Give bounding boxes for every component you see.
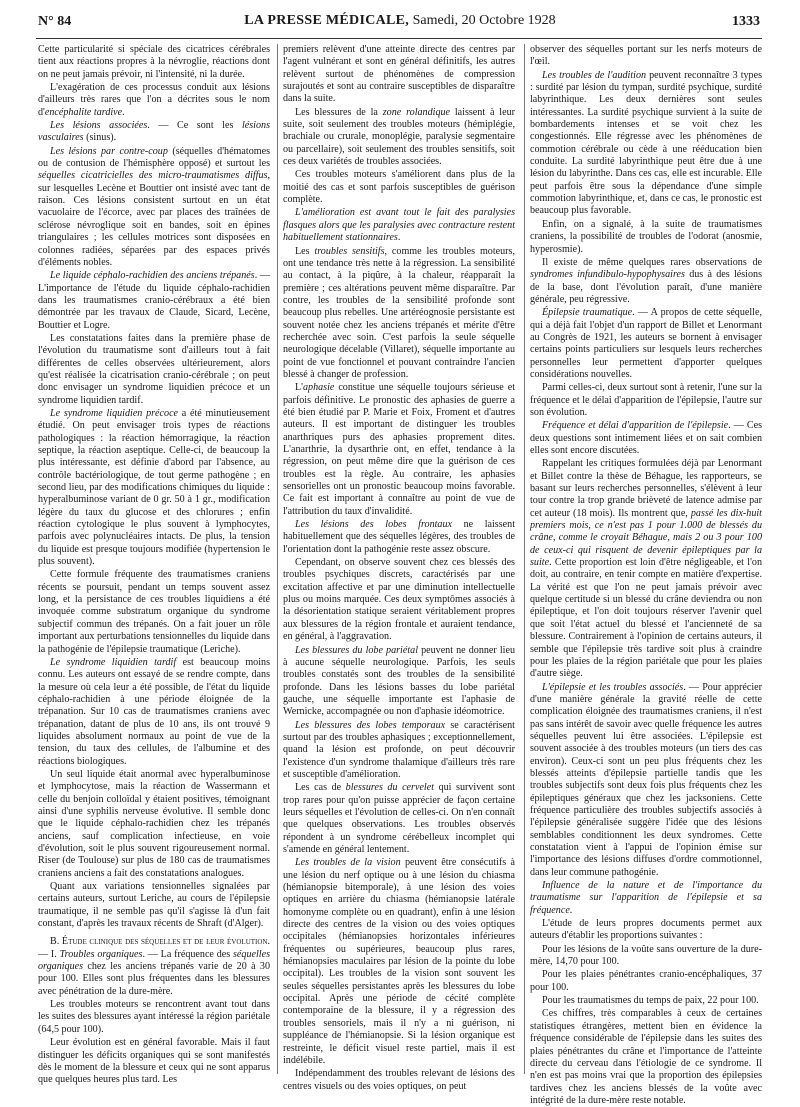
paragraph: Les blessures du lobe pariétal peuvent ne donner lieu à aucune séquelle neurologique. Parfois, les seuls troubles constatés sont des troubles de la sensibilité profonde. Dans les lésions basses du lobe pariétal gauche, une séquelle importante est l'aphasie de Wernicke, accompagnée ou non d'aphasie idéomotrice. [283,644,515,718]
column-divider [524,44,525,1074]
issue-date: Samedi, 20 Octobre 1928 [412,13,556,28]
paragraph: Cette formule fréquente des traumatismes craniens récents se poursuit, pendant un temps souvent assez long, et la persistance de ces troubles liquidiens a été invoquée comme substratum organique du syndrome subjectif commun des trépanés. On a fait jouer un rôle important aux perturbations tensionnelles du liquide dans la pathogénie de l'épilepsie traumatique (Leriche). [38,569,270,655]
paragraph: Parmi celles-ci, deux surtout sont à retenir, l'une sur la fréquence et le délai d'apparition de l'épilepsie, l'autre sur son évolution. [530,382,762,418]
paragraph: L'exagération de ces processus conduit aux lésions d'ailleurs très rares que l'on a décrites sous le nom d'encéphalite tardive. [38,82,270,118]
paragraph: Les blessures de la zone rolandique laissent à leur suite, soit seulement des troubles moteurs (hémiplégie, brachiale ou crurale, monoplégie, paralysie segmentaire ou parcellaire), soit seulement des troubles sensitifs, soit ces deux variétés de troubles associées. [283,106,515,168]
page-header [0,0,800,36]
text-column-middle [283,44,515,1092]
paragraph: Enfin, on a signalé, à la suite de traumatismes craniens, la possibilité de troubles de l'odorat (anosmie, hyperosmie). [530,218,762,255]
paragraph: Les constatations faites dans la première phase de l'évolution du traumatisme sont d'ailleurs tout à fait différentes de celles observées ultérieurement, alors qu'est réalisée la cicatrisation cranio-cérébrale ; on peut donc envisager un syndrome liquidien précoce et un syndrome liquidien tardif. [38,332,270,406]
paragraph: Le syndrome liquidien précoce a été minutieusement étudié. On peut envisager trois types de réactions pathologiques : la réaction hémorragique, la réaction septique, la réaction aseptique. Celle-ci, de beaucoup la plus intéressante, est définie d'abord par l'absence, au contrôle bactériologique, de tout germe pathogène ; en second lieu, par des modifications chimiques du liquide : hyperalbuminose variant de 0 gr. 50 à 1 gr., modification légère du taux du glucose et des chlorures ; enfin réaction cytologique le plus souvent à lymphocytes, parfois avec polynucléaires intacts. De plus, la tension du liquide est presque toujours modifiée (hypertension le plus souvent). [38,407,270,568]
text-column-left [38,44,271,1086]
journal-name: LA PRESSE MÉDICALE, [244,13,410,28]
paragraph: observer des séquelles portant sur les nerfs moteurs de l'œil. [530,44,762,68]
paragraph: Il existe de même quelques rares observations de syndromes infundibulo-hypophysaires dus à des lésions de la base, dont l'évolution paraît, d'une manière générale, peu régressive. [530,256,762,305]
running-title [0,13,800,29]
paragraph: Indépendamment des troubles relevant de lésions des centres visuels ou des voies optiques, on peut [283,1068,515,1092]
column-divider [277,44,278,1074]
paragraph: Ces troubles moteurs s'améliorent dans plus de la moitié des cas et sont parfois susceptibles de guérison complète. [283,169,515,206]
paragraph: Ces chiffres, très comparables à ceux de certaines statistiques étrangères, mettent bien en évidence la fréquence considérable de l'épilepsie dans les suites des plaies pénétrantes du crâne et l'importance de l'atteinte directe du cerveau dans l'étiologie de ce syndrome. Il n'en est pas moins vrai que la proportion des épilepsies tardives chez les anciens blessés de la voûte avec intégrité de la dure-mère reste notable. [530,1008,762,1106]
paragraph: Influence de la nature et de l'importance du traumatisme sur l'apparition de l'épilepsie et sa fréquence. [530,880,762,916]
paragraph: Le syndrome liquidien tardif est beaucoup moins connu. Les auteurs ont essayé de se rendre compte, dans la mesure où cela leur a été possible, de l'état du liquide céphalo-rachidien à une période éloignée de la trépanation. Sur 10 cas de traumatismes craniens avec trépanation, datant de plus de 10 ans, ils ont trouvé 9 liquides absolument normaux au point de vue de la tension, du taux des cellules, de l'albumine et des réactions biologiques. [38,656,270,767]
paragraph: Quant aux variations tensionnelles signalées par certains auteurs, surtout Leriche, au cours de l'épilepsie traumatique, il ne semble pas qu'il s'agisse là d'un fait constant, d'après les travaux récents de Shraft (d'Alger). [38,881,270,930]
paragraph: B. Étude clinique des séquelles et de leur évolution. — I. Troubles organiques. — La fréquence des séquelles organiques chez les anciens trépanés varie de 20 à 30 pour 100. Elles sont plus fréquentes dans les blessures avec pénétration de la dure-mère. [38,936,271,997]
paragraph: L'amélioration est avant tout le fait des paralysies flasques alors que les paralysies avec contracture restent habituellement stationnaires. [283,207,515,244]
text-column-right [530,44,763,1106]
paragraph: Un seul liquide était anormal avec hyperalbuminose et lymphocytose, mais la réaction de Wassermann et celle du benjoin colloïdal y étaient positives, témoignant ainsi d'une syphilis nerveuse évolutive. Il semble donc que le liquide céphalo-rachidien chez les trépanés anciens, sauf complication infectieuse, en voie d'évolution, soit le plus souvent rigoureusement normal. Riser (de Toulouse) sur plus de 180 cas de traumatismes craniens anciens a fait des constatations analogues. [38,768,270,879]
paragraph: Le liquide céphalo-rachidien des anciens trépanés. — L'importance de l'étude du liquide céphalo-rachidien dans les traumatismes cranio-cérébraux a été bien démontrée par les travaux de Claude, Sicard, Lecène, Bouttier et Logre. [38,270,271,331]
paragraph: Les lésions des lobes frontaux ne laissent habituellement que des séquelles légères, des troubles de l'orientation dont la pathogénie reste assez obscure. [283,519,515,555]
paragraph: Les cas de blessures du cervelet qui survivent sont trop rares pour qu'on puisse apprécier de façon certaine leurs séquelles et l'évolution de celles-ci. On n'en connaît que quelques observations. Les troubles observés répondent à un syndrome cérébelleux incomplet qui s'amende en général lentement. [283,782,515,855]
paragraph: L'épilepsie et les troubles associés. — Pour apprécier d'une manière générale la gravité réelle de cette complication éloignée des traumatismes craniens, il n'est pas sans intérêt de savoir avec quelle fréquence les autres séquelles peuvent lui être associées. L'épilepsie est souvent associée à des troubles moteurs (un tiers des cas environ). Ceux-ci sont un peu plus fréquents chez les blessés atteints d'épilepsie partielle tandis que les troubles subjectifs sont deux fois plus fréquents chez les épileptiques généraux que chez les jacksoniens. Cette fréquence particulière des troubles subjectifs associés à l'épilepsie généralisée suggère l'idée que des lésions semblables conditionnent les deux syndromes. Cette constatation vient à l'appui de l'opinion émise sur l'importance des lésions diffuses d'ordre commotionnel, dans leur commune pathogénie. [530,681,762,878]
paragraph: Pour les traumatismes du temps de paix, 22 pour 100. [542,995,759,1007]
paragraph: Cette particularité si spéciale des cicatrices cérébrales tient aux réactions propres à la névroglie, réactions dont on ne peut jamais prévoir, ni l'intensité, ni la durée. [38,44,270,80]
paragraph: Épilepsie traumatique. — A propos de cette séquelle, qui a déjà fait l'objet d'un rapport de Billet et Lenormant au Congrès de 1921, les auteurs se bornent à envisager certains points particuliers sur lesquels leurs recherches personnelles leur permettent d'apporter quelques considérations nouvelles. [530,307,762,380]
paragraph: Pour les lésions de la voûte sans ouverture de la dure-mère, 14,70 pour 100. [530,943,762,968]
paragraph: Cependant, on observe souvent chez ces blessés des troubles psychiques discrets, caractérisés par une excitation affective et par une diminution intellectuelle plus ou moins marquée. Ces deux symptômes associés à la désorientation statique seraient véritablement propres aux blessures de la région frontale et auraient tendance, en général, à l'aggravation. [283,557,515,643]
issue-number: N° 84 [38,14,72,29]
paragraph: Les blessures des lobes temporaux se caractérisent surtout par des troubles aphasiques ; exceptionnellement, quand la lésion est profonde, on peut découvrir l'existence d'un syndrome thalamique d'ailleurs très rare et susceptible d'amélioration. [283,719,515,780]
paragraph: Les lésions associées. — Ce sont les lésions vasculaires (sinus). [38,120,270,144]
paragraph: Les troubles de la vision peuvent être consécutifs à une lésion du nerf optique ou à une lésion du chiasma (hémianopsie bitemporale), à une lésion des voies optiques en arrière du chiasma (hémianopsie latérale homonyme complète ou en quadrant), enfin à une lésion directe des centres de la vision ou des voies optiques occipitales (hémianopsies horizontales inférieures fréquentes ou supérieures, beaucoup plus rares, hémianopsies maculaires par lésion de la pointe du lobe occipital). Les troubles de la vision sont souvent les seules séquelles persistantes après les blessures du lobe occipital. Après une période de cécité complète contemporaine de la blessure, il y a régression des troubles sensoriels, mais il n'y a ni guérison, ni suppléance de l'hémianopsie. Si la lésion organique est restreinte, le déficit visuel reste partiel, mais il est indélébile. [283,857,515,1066]
paragraph: Fréquence et délai d'apparition de l'épilepsie. — Ces deux questions sont intimement liées et on sait combien elles sont encore discutées. [530,420,763,456]
paragraph: L'étude de leurs propres documents permet aux auteurs d'établir les proportions suivantes : [530,918,762,942]
paragraph: Rappelant les critiques formulées déjà par Lenormant et Billet contre la thèse de Béhague, les rapporteurs, se basant sur leurs recherches personnelles, s'élèvent à leur tour contre la trop grande brièveté de latence admise par cet auteur (18 mois). Ils montrent que, passé les dix-huit premiers mois, ce n'est pas 1 pour 1.000 de blessés du crâne, comme le croyait Béhague, mais 2 ou 3 pour 100 de ceux-ci qui risquent de devenir épileptiques par la suite. Cette proportion est loin d'être négligeable, et l'on doit, au contraire, en tenir compte en matière d'expertise. La vérité est que l'on ne peut jamais prévoir avec quelque certitude si un blessé du crâne deviendra ou non épileptique, et l'on doit toujours réserver l'avenir quel que soit l'état actuel du blessé et l'ancienneté de sa blessure. Contrairement à l'opinion de certains auteurs, il semble que l'épilepsie très tardive soit plus à craindre pour les plaies de la région pariétale que pour les plaies d'autre siège. [530,458,762,680]
paragraph: premiers relèvent d'une atteinte directe des centres par l'agent vulnérant et sont en général définitifs, les autres relèvent surtout de phénomènes de compression surajoutés et sont au contraire susceptibles de disparaître dans la suite. [283,44,515,105]
paragraph: Les troubles sensitifs, comme les troubles moteurs, ont une tendance très nette à la régression. La sensibilité au contact, à la piqûre, à la chaleur, réapparaît la première ; ces altérations peuvent même disparaître. Par contre, les troubles de la sensibilité profonde sont beaucoup plus rebelles. Une artéréognosie persistante est souvent notée chez les anciens trépanés et mérite d'être recherchée avec soin. C'est parfois la seule séquelle neurologique décelable (Villaret), séquelle importante au point de vue fonctionnel et pouvant contraindre l'ancien blessé à changer de profession. [283,245,515,380]
paragraph: Les troubles de l'audition peuvent reconnaître 3 types : surdité par lésion du tympan, surdité psychique, surdité labyrinthique. Les deux dernières sont seules intéressantes. La surdité psychique survient à la suite de bombardements intenses et se voit chez les congestionnés. Elle régresse avec les phénomènes de commotion cérébrale ou cède à une rééducation bien conduite. La surdité labyrinthique peut être due à une lésion du labyrinthe. Dans ces cas, elle est incurable. Elle peut parfois être sous la dépendance d'une simple commotion labyrinthique, et, dans ce cas, le pronostic est beaucoup plus favorable. [530,69,762,217]
header-rule [36,38,762,39]
paragraph: Leur évolution est en général favorable. Mais il faut distinguer les déficits organiques qui se sont manifestés dès le moment de la blessure et ceux qui ne sont apparus que quelques heures plus tard. Les [38,1037,270,1086]
paragraph: Les lésions par contre-coup (séquelles d'hématomes ou de contusion de l'hémisphère opposé) et surtout les séquelles cicatricielles des micro-traumatismes diffus, sur lesquelles Lecène et Bouttier ont insisté avec tant de raison. Ces lésions consistent surtout en un état vacuolaire de l'écorce, avec par places des traînées de sclérose névroglique soit en bandes, soit en épines triangulaires ; les cellules motrices sont disposées en colonnes radiées, séparées par des espaces privés d'éléments nobles. [38,145,270,268]
page-number: 1333 [732,14,760,29]
paragraph: Les troubles moteurs se rencontrent avant tout dans les suites des blessures ayant intéressé la région pariétale (64,5 pour 100). [38,999,270,1035]
paragraph: L'aphasie constitue une séquelle toujours sérieuse et parfois définitive. Le pronostic des aphasies de guerre a été bien étudié par P. Marie et Foix, Froment et d'autres auteurs. Il est important de distinguer les troubles anarthriques purs des aphasies proprement dites. L'anarthrie, la dysarthrie ont, en effet, tendance à la régression, on peut même dire que la guérison de ces troubles est la règle. Au contraire, les aphasies sensorielles ont un pronostic beaucoup moins favorable. Ce fait est important à connaître au point de vue de l'attribution du taux d'invalidité. [283,382,515,517]
paragraph: Pour les plaies pénétrantes cranio-encéphaliques, 37 pour 100. [530,969,762,993]
